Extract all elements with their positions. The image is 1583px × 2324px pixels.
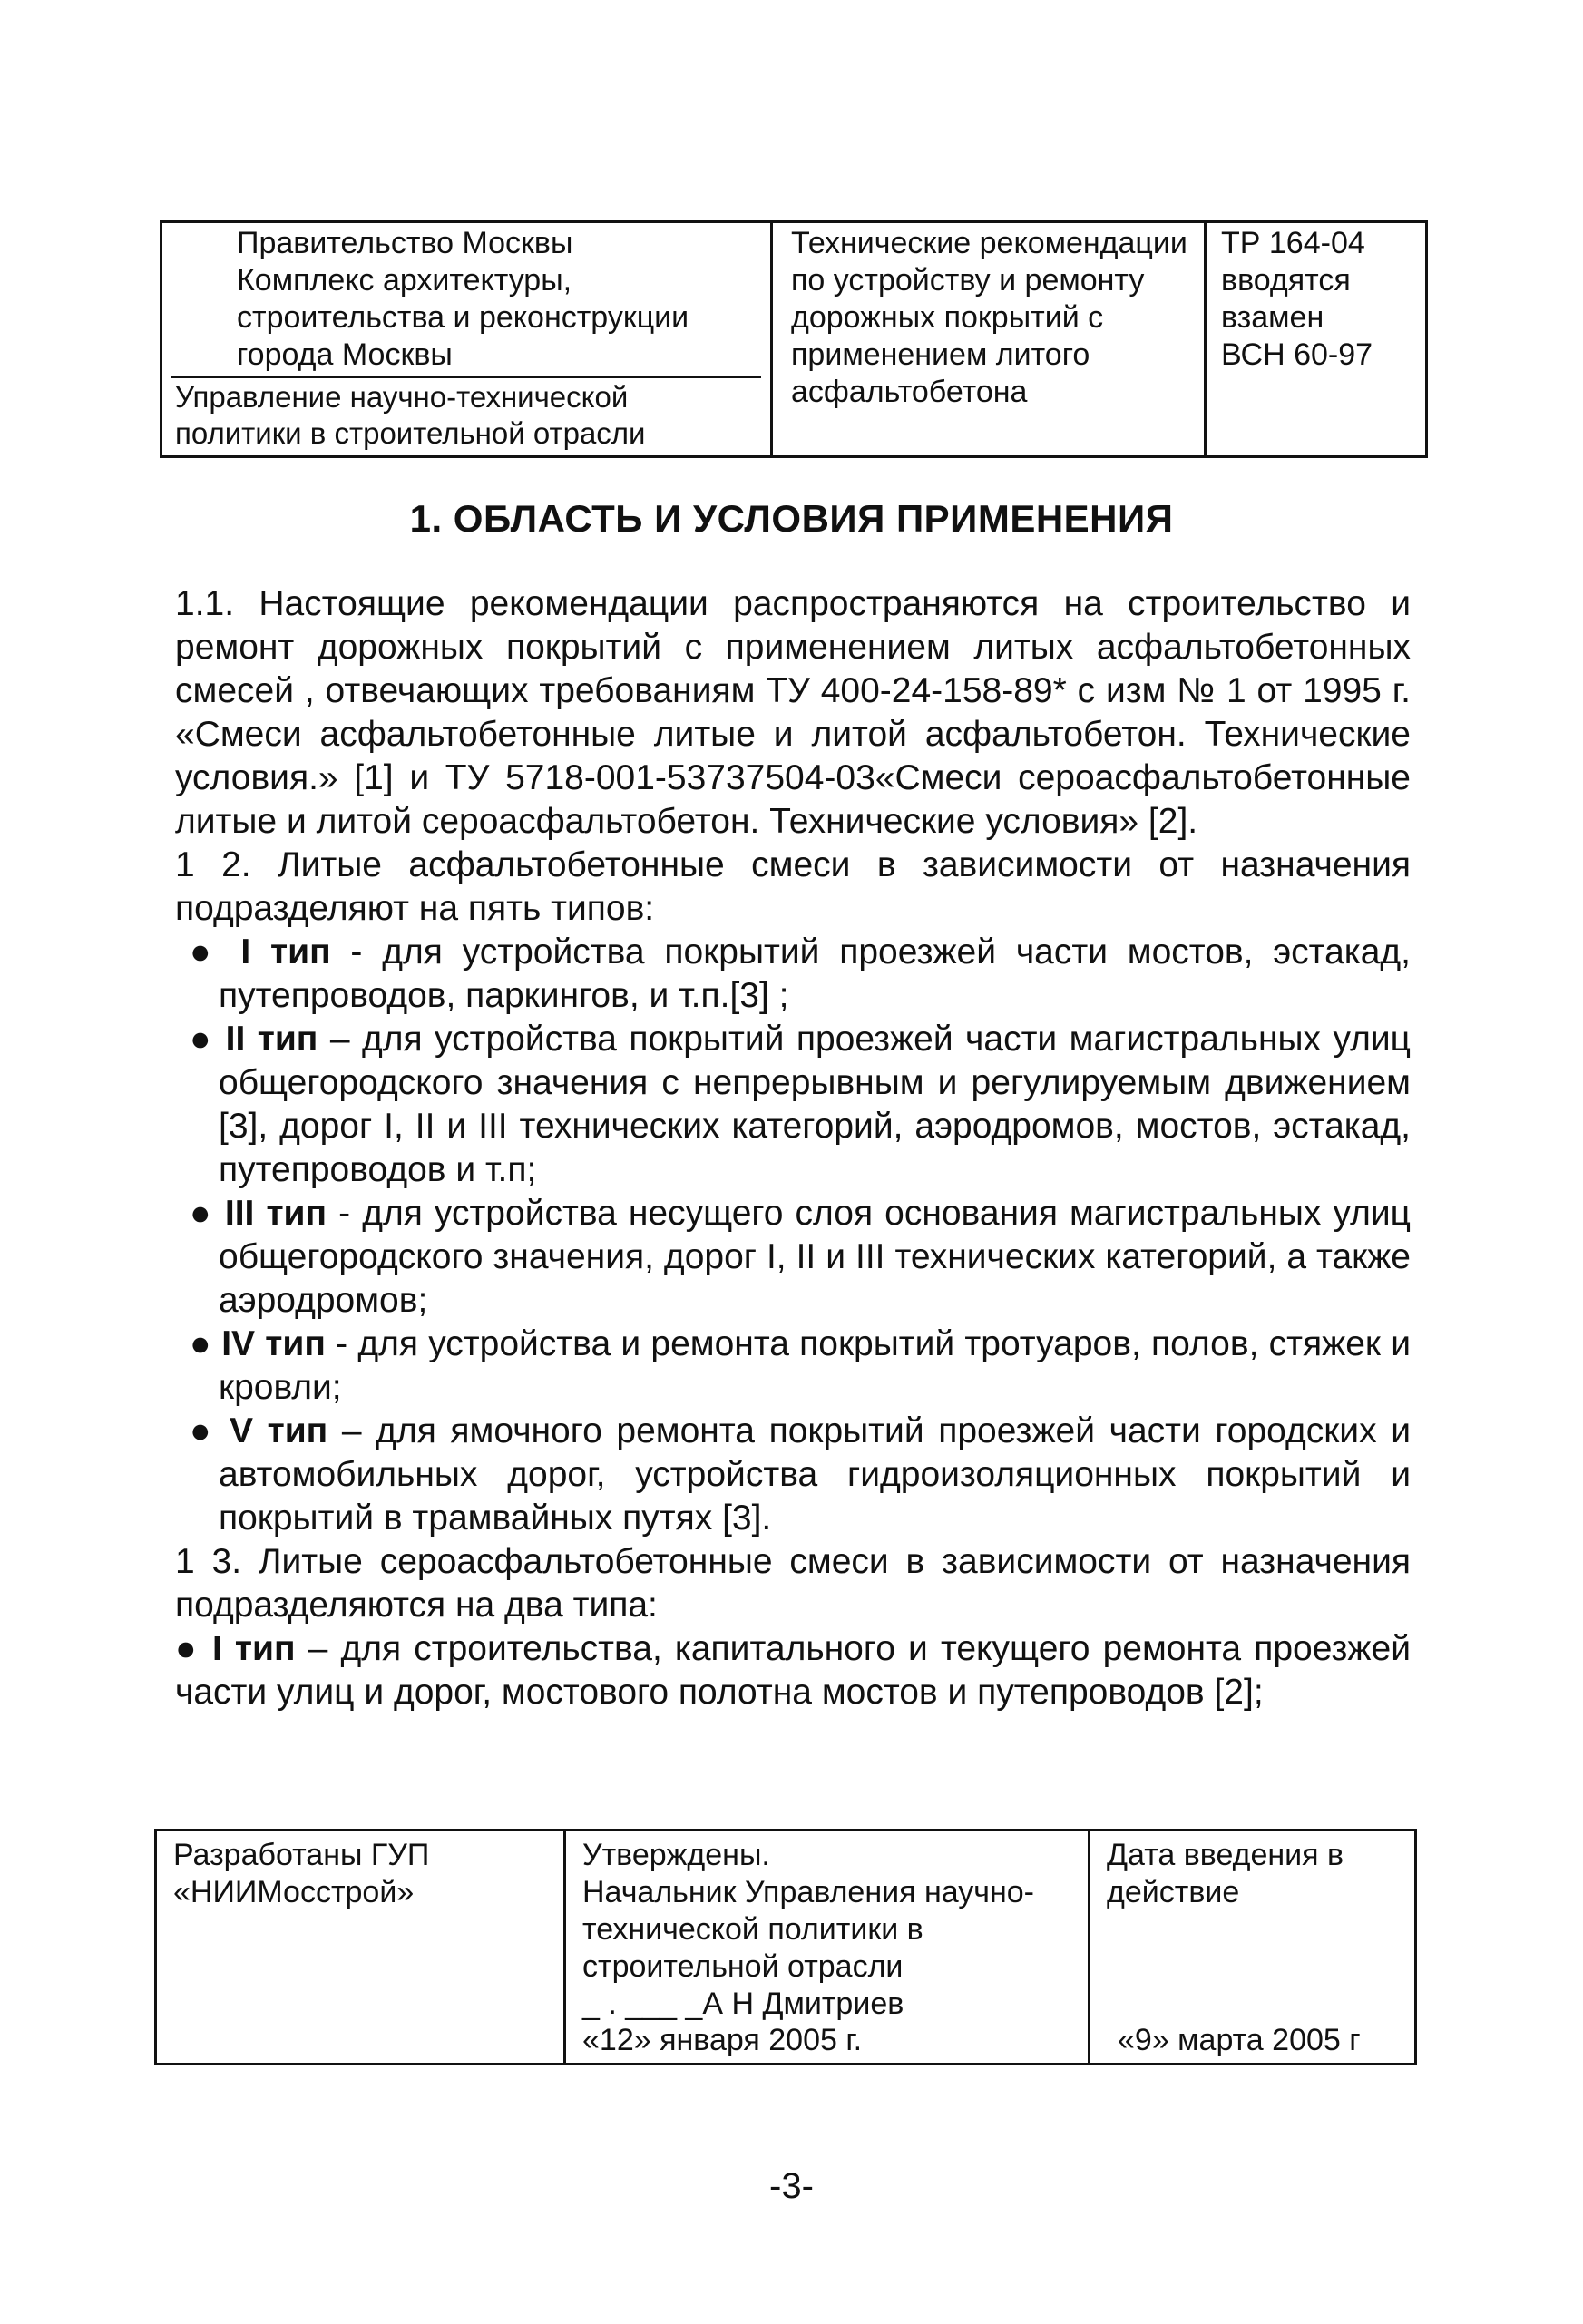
list-item — [175, 931, 1411, 1018]
title-line: асфальтобетона — [791, 375, 1028, 409]
developer-cell — [157, 1831, 563, 2063]
type-text: - для устройства покрытий проезжей части мостов, эстакад, путепроводов, паркингов, и т.п.[3] ; — [219, 933, 1411, 1015]
list-item — [175, 1192, 1411, 1323]
ref-line: вводятся — [1221, 263, 1351, 298]
page-number: -3- — [769, 2166, 814, 2206]
list-item — [175, 1627, 1411, 1714]
ref-line: взамен — [1221, 300, 1324, 335]
title-line: применением литого — [791, 337, 1090, 372]
header-table — [160, 220, 1428, 458]
effective-date-cell — [1088, 1831, 1414, 2063]
dept-line: политики в строительной отрасли — [175, 416, 646, 450]
list-item — [175, 1410, 1411, 1540]
paragraph-1-3: 1 3. Литые сероасфальтобетонные смеси в зависимости от назначения подразделяются на два типа: — [175, 1542, 1411, 1625]
title-line: Технические рекомендации — [791, 226, 1187, 260]
approval-line: строительной отрасли — [582, 1949, 904, 1984]
type-label: I тип — [240, 933, 331, 972]
ref-line: ТР 164-04 — [1221, 226, 1365, 260]
bullet-icon: ● — [190, 1324, 211, 1363]
type-text: - для устройства и ремонта покрытий тротуаров, полов, стяжек и кровли; — [219, 1324, 1411, 1407]
approval-date: «12» января 2005 г. — [582, 2023, 863, 2057]
list-item — [175, 1323, 1411, 1410]
header-ref-cell — [1204, 223, 1425, 455]
document-title — [791, 225, 1187, 411]
header-title-cell — [770, 223, 1204, 455]
type-label: II тип — [225, 1020, 318, 1059]
approval-text — [582, 1837, 1034, 1986]
org-line: города Москвы — [237, 337, 453, 372]
org-line: Комплекс архитектуры, — [237, 263, 572, 298]
bullet-icon: ● — [190, 933, 221, 972]
approval-line: Начальник Управления научно- — [582, 1875, 1034, 1909]
department-name — [175, 379, 646, 452]
dept-line: Управление научно-технической — [175, 380, 629, 414]
type-text: - для устройства несущего слоя основания магистральных улиц общегородского значения, дорог I, II и III технических категорий, а также аэродромов; — [219, 1194, 1411, 1320]
header-org-cell — [162, 223, 770, 455]
effective-label — [1107, 1837, 1344, 1911]
effective-line: Дата введения в — [1107, 1838, 1344, 1872]
bullet-icon: ● — [190, 1194, 213, 1233]
paragraph-1-2: 1 2. Литые асфальтобетонные смеси в зависимости от назначения подразделяют на пять типов: — [175, 845, 1411, 928]
signature-line: _ . ___ _А Н Дмитриев — [582, 1987, 904, 2021]
type-label: V тип — [229, 1411, 328, 1450]
approval-cell — [563, 1831, 1088, 2063]
type-text: – для строительства, капитального и текущего ремонта проезжей части улиц и дорог, мостового полотна мостов и путепроводов [2]; — [175, 1629, 1411, 1712]
section-body — [175, 582, 1411, 1714]
developer-line: Разработаны ГУП — [173, 1838, 430, 1872]
organization-name — [237, 225, 689, 374]
bullet-icon: ● — [175, 1629, 200, 1668]
org-divider — [171, 376, 761, 378]
ref-line: ВСН 60-97 — [1221, 337, 1373, 372]
developer-text — [173, 1837, 429, 1911]
footer-table — [154, 1829, 1417, 2065]
document-code — [1221, 225, 1373, 374]
title-line: по устройству и ремонту — [791, 263, 1145, 298]
type-label: IV тип — [221, 1324, 326, 1363]
effective-line: действие — [1107, 1875, 1240, 1909]
effective-date: «9» марта 2005 г — [1118, 2023, 1361, 2057]
type-text: – для ямочного ремонта покрытий проезжей части городских и автомобильных дорог, устройства гидроизоляционных покрытий и покрытий в трамвайных путях [3]. — [219, 1411, 1411, 1538]
paragraph-1-1: 1.1. Настоящие рекомендации распространяются на строительство и ремонт дорожных покрытий с применением литых асфальтобетонных смесей , отвечающих требованиям ТУ 400-24-158-89* с изм № 1 от 1995 г. «Смеси асфальтобетонные литые и литой асфальтобетон. Технические условия.» [1] и ТУ 5718-001-53737504-03«Смеси сероасфальтобетонные литые и литой сероасфальтобетон. Технические условия» [2]. — [175, 584, 1411, 841]
developer-line: «НИИМосстрой» — [173, 1875, 415, 1909]
org-line: Правительство Москвы — [237, 226, 573, 260]
bullet-icon: ● — [190, 1020, 214, 1059]
bullet-icon: ● — [190, 1411, 216, 1450]
approval-line: Утверждены. — [582, 1838, 770, 1872]
type-text: – для устройства покрытий проезжей части магистральных улиц общегородского значения с непрерывным и регулируемым движением [3], дорог I, II и III технических категорий, аэродромов, мостов, эстакад, путепроводов и т.п; — [219, 1020, 1412, 1189]
approval-line: технической политики в — [582, 1912, 923, 1947]
type-label: I тип — [211, 1629, 296, 1668]
list-item — [175, 1018, 1411, 1192]
title-line: дорожных покрытий с — [791, 300, 1104, 335]
org-line: строительства и реконструкции — [237, 300, 689, 335]
type-label: III тип — [224, 1194, 327, 1233]
section-heading: 1. ОБЛАСТЬ И УСЛОВИЯ ПРИМЕНЕНИЯ — [409, 497, 1174, 540]
